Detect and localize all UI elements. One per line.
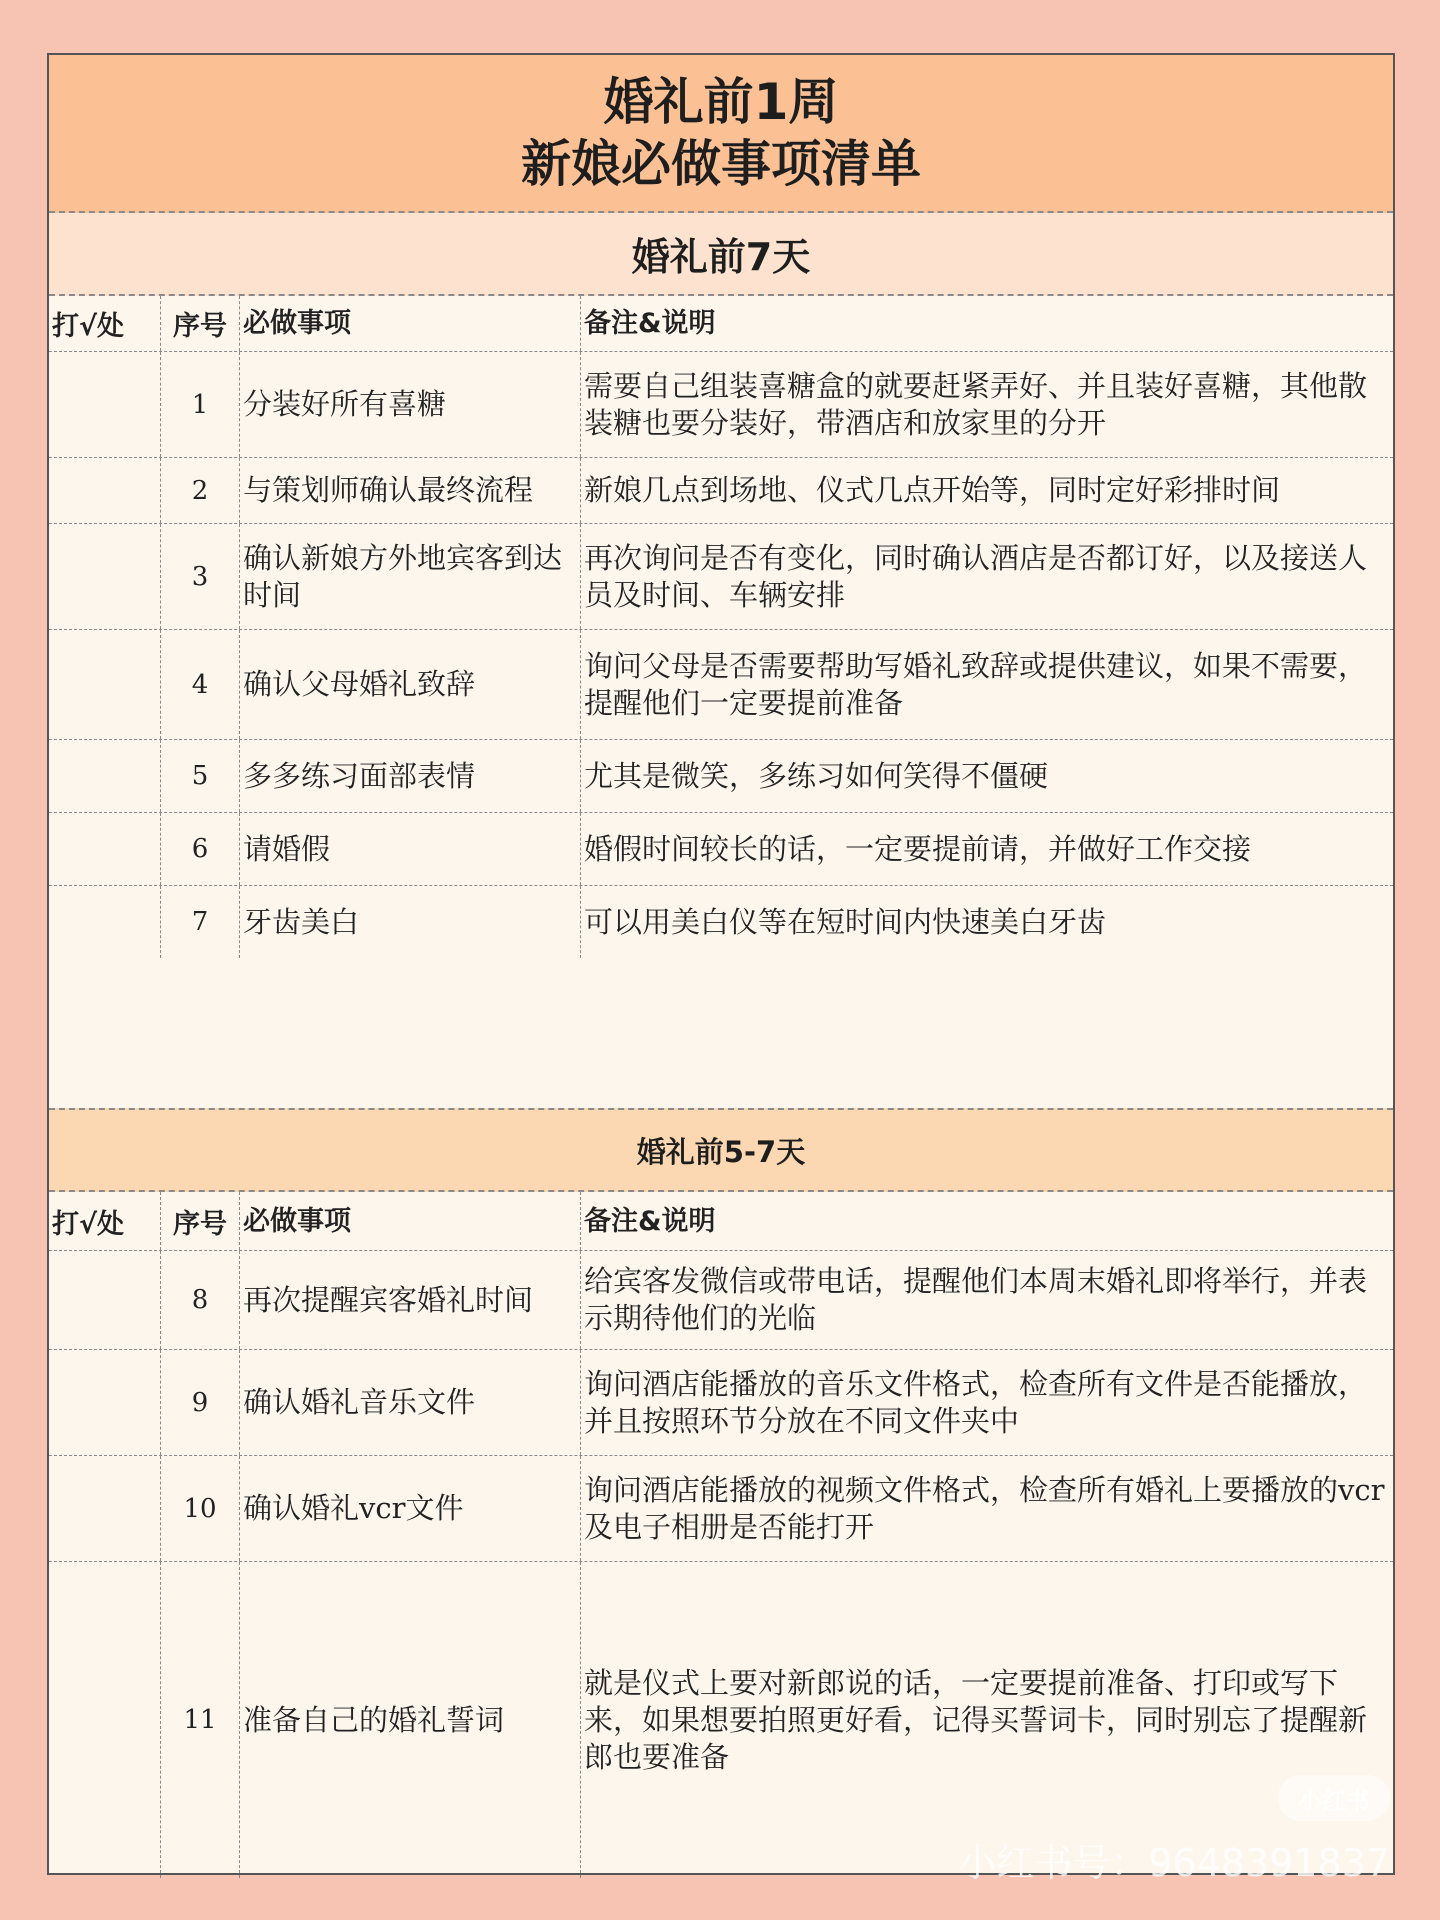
row-index: 4 [161, 630, 240, 739]
check-box[interactable] [49, 740, 161, 812]
table-row [49, 813, 1393, 886]
table-row [49, 1562, 1393, 1878]
row-note: 询问酒店能播放的视频文件格式，检查所有婚礼上要播放的vcr及电子相册是否能打开 [584, 1472, 1385, 1544]
header-index: 序号 [161, 296, 240, 351]
row-index: 5 [161, 740, 240, 812]
check-box[interactable] [49, 630, 161, 739]
row-note: 婚假时间较长的话，一定要提前请，并做好工作交接 [584, 831, 1252, 866]
row-task: 多多练习面部表情 [240, 740, 581, 812]
row-index: 10 [161, 1456, 240, 1561]
header-check: 打√处 [49, 296, 161, 351]
row-task: 准备自己的婚礼誓词 [240, 1562, 581, 1878]
row-task: 牙齿美白 [240, 886, 581, 958]
header-index: 序号 [161, 1192, 240, 1250]
row-index: 7 [161, 886, 240, 958]
header-task: 必做事项 [240, 296, 581, 351]
table-row [49, 458, 1393, 524]
header-note: 备注&说明 [584, 1205, 716, 1237]
row-index: 9 [161, 1350, 240, 1455]
row-index: 1 [161, 352, 240, 457]
row-note: 再次询问是否有变化，同时确认酒店是否都订好，以及接送人员及时间、车辆安排 [584, 540, 1368, 612]
header-task: 必做事项 [240, 1192, 581, 1250]
check-box[interactable] [49, 352, 161, 457]
table-row [49, 740, 1393, 813]
row-task: 请婚假 [240, 813, 581, 885]
check-box[interactable] [49, 1456, 161, 1561]
row-task: 与策划师确认最终流程 [240, 458, 581, 523]
row-task: 分装好所有喜糖 [240, 352, 581, 457]
row-note: 询问父母是否需要帮助写婚礼致辞或提供建议，如果不需要，提醒他们一定要提前准备 [584, 648, 1368, 720]
row-index: 11 [161, 1562, 240, 1878]
check-box[interactable] [49, 1251, 161, 1349]
checklist-sheet [47, 53, 1395, 1875]
row-note: 给宾客发微信或带电话，提醒他们本周末婚礼即将举行，并表示期待他们的光临 [584, 1264, 1368, 1335]
header-check: 打√处 [49, 1192, 161, 1250]
title-block [49, 55, 1393, 213]
table-5-7-days [49, 1192, 1393, 1878]
table-row [49, 630, 1393, 740]
table-row [49, 352, 1393, 458]
row-task: 再次提醒宾客婚礼时间 [240, 1251, 581, 1349]
row-task: 确认新娘方外地宾客到达时间 [240, 524, 581, 629]
table-7-days [49, 296, 1393, 958]
row-note: 询问酒店能播放的音乐文件格式，检查所有文件是否能播放，并且按照环节分放在不同文件夹中 [584, 1366, 1368, 1438]
table-row [49, 524, 1393, 630]
check-box[interactable] [49, 1350, 161, 1455]
table-row [49, 1350, 1393, 1456]
table-row [49, 886, 1393, 958]
row-index: 3 [161, 524, 240, 629]
check-box[interactable] [49, 458, 161, 523]
row-task: 确认婚礼vcr文件 [240, 1456, 581, 1561]
section-heading-7-days: 婚礼前7天 [49, 213, 1393, 296]
check-box[interactable] [49, 524, 161, 629]
title-line-2: 新娘必做事项清单 [521, 135, 921, 193]
row-index: 2 [161, 458, 240, 523]
check-box[interactable] [49, 1562, 161, 1878]
row-task: 确认婚礼音乐文件 [240, 1350, 581, 1455]
row-note: 尤其是微笑，多练习如何笑得不僵硬 [584, 758, 1049, 793]
row-index: 6 [161, 813, 240, 885]
table-row [49, 1456, 1393, 1562]
row-note: 新娘几点到场地、仪式几点开始等，同时定好彩排时间 [584, 473, 1281, 507]
watermark-logo: 小红书 [1278, 1775, 1390, 1821]
table-header-row [49, 1192, 1393, 1251]
row-task: 确认父母婚礼致辞 [240, 630, 581, 739]
check-box[interactable] [49, 813, 161, 885]
section-heading-5-7-days: 婚礼前5-7天 [49, 1108, 1393, 1192]
row-note: 可以用美白仪等在短时间内快速美白牙齿 [584, 904, 1107, 939]
row-index: 8 [161, 1251, 240, 1349]
check-box[interactable] [49, 886, 161, 958]
table-row [49, 1251, 1393, 1350]
row-note: 需要自己组装喜糖盒的就要赶紧弄好、并且装好喜糖，其他散装糖也要分装好，带酒店和放家里的分开 [584, 368, 1368, 440]
row-note: 就是仪式上要对新郎说的话，一定要提前准备、打印或写下来，如果想要拍照更好看，记得买誓词卡，同时别忘了提醒新郎也要准备 [584, 1665, 1368, 1774]
title-line-1: 婚礼前1周 [603, 73, 839, 131]
watermark-id: 小红书号：9648391837 [958, 1841, 1390, 1885]
header-note: 备注&说明 [584, 308, 716, 339]
table-header-row [49, 296, 1393, 352]
